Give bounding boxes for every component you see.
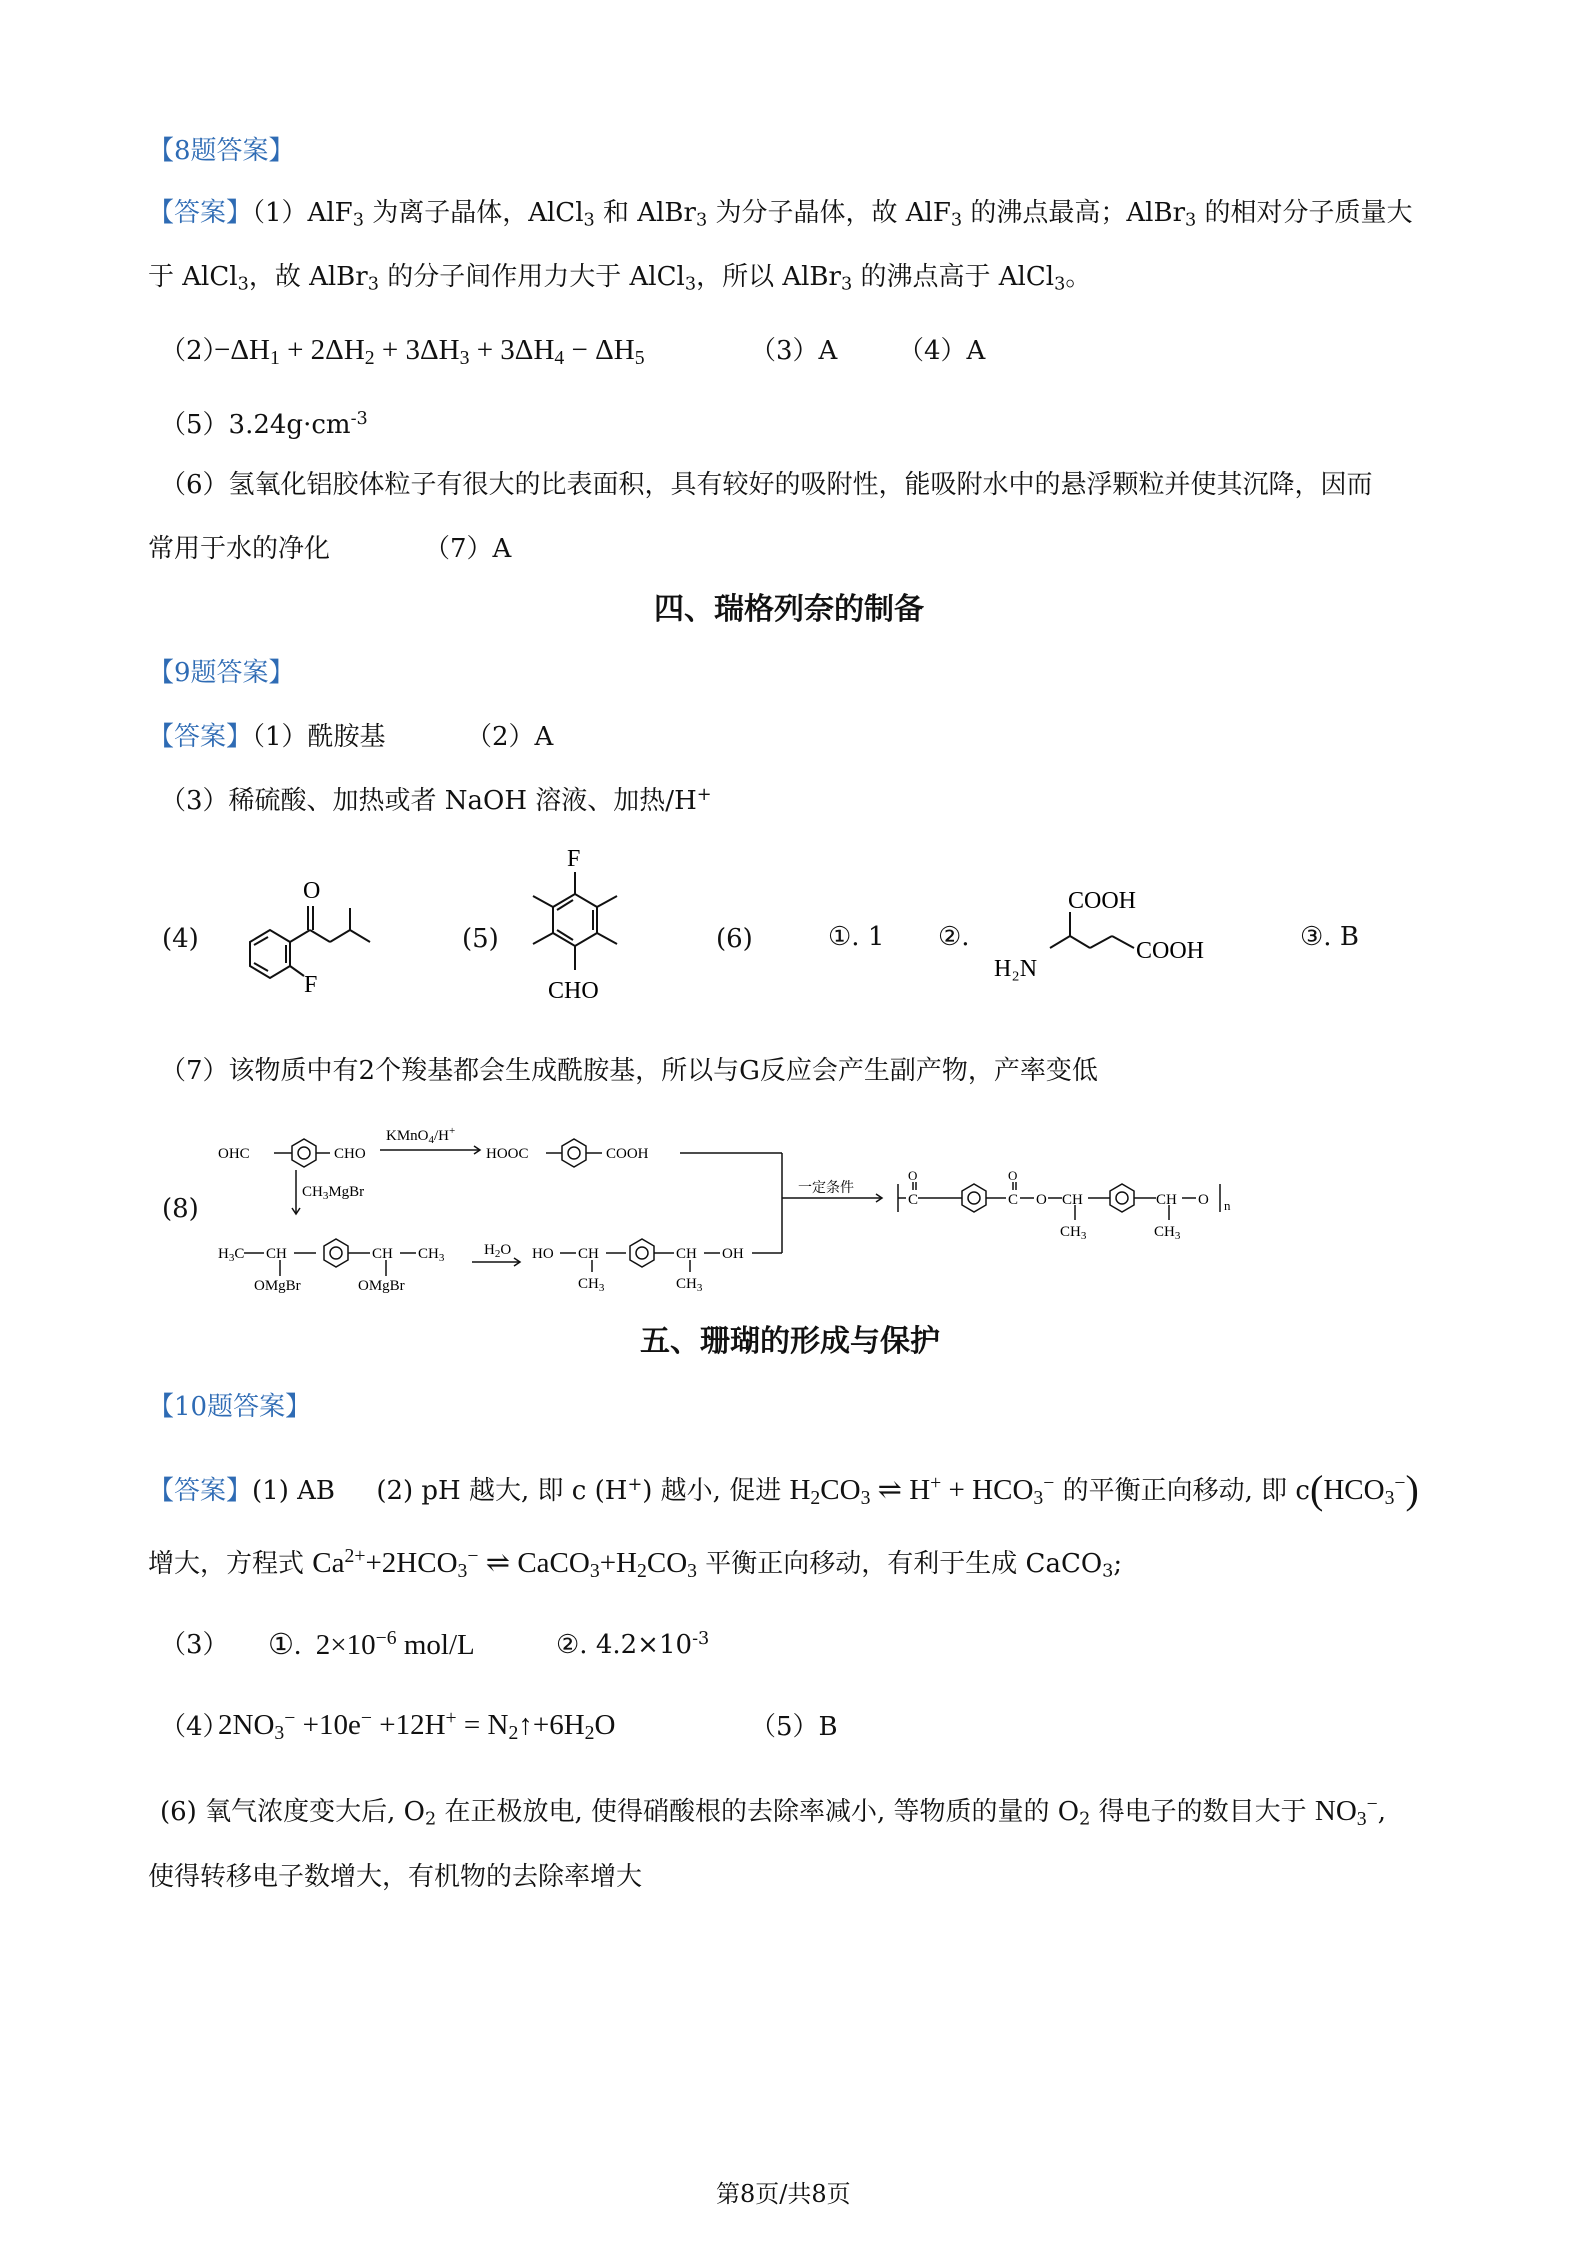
scheme-condition: 一定条件 bbox=[798, 1181, 854, 1196]
q10-p3-a: ①. $2\times 10^{-6}$ mol/L bbox=[268, 1627, 475, 1661]
svg-text:CH3: $CH_3$ bbox=[1154, 1224, 1181, 1242]
struct6-cooh-right: COOH bbox=[1136, 938, 1205, 964]
svg-text:CH3: $CH_3$ bbox=[418, 1246, 445, 1264]
scheme-poly-n: n bbox=[1224, 1198, 1231, 1213]
section5-title: 五、珊瑚的形成与保护 bbox=[640, 1324, 940, 1359]
q9-p8-label: (8) bbox=[162, 1194, 199, 1224]
q9-structure-6 bbox=[990, 878, 1260, 998]
svg-text:COOH: COOH bbox=[606, 1146, 649, 1162]
struct5-f: F bbox=[567, 846, 581, 872]
q10-p3-b: ②. $4.2\times 10^{-3}$ bbox=[556, 1629, 710, 1660]
svg-text:CH3: $CH_3$ bbox=[676, 1276, 703, 1294]
q10-p4-label: （4） bbox=[160, 1712, 229, 1742]
svg-text:OHC: OHC bbox=[218, 1146, 250, 1162]
q9-p6-b: ②. bbox=[938, 922, 970, 952]
struct4-f: F bbox=[304, 972, 318, 998]
q9-p1: （1）酰胺基 bbox=[252, 722, 386, 752]
q10-p6-line1: (6) 氧气浓度变大后, $O_2$ 在正极放电, 使得硝酸根的去除率减小, 等物质的量的 $O_2$ 得电子的数目大于 $NO_3^-$, bbox=[160, 1793, 1387, 1830]
scheme-ox-reagent: KMnO$_4$/H+ bbox=[386, 1125, 456, 1146]
q9-p7: （7）该物质中有2个羧基都会生成酰胺基，所以与G反应会产生副产物，产率变低 bbox=[160, 1056, 1098, 1086]
q10-p6-nitrate: $NO_3^-$ bbox=[1314, 1793, 1378, 1830]
q10-line2: 增大，方程式 $Ca^{2+}+2HCO_3^-$ ⇌ $CaCO_3+H_2CO_3$ 平衡正向移动，有利于生成 CaCO$_3$; bbox=[148, 1545, 1123, 1582]
struct5-cho: CHO bbox=[548, 978, 599, 1004]
svg-text:O: O bbox=[1198, 1192, 1209, 1208]
q9-line1 bbox=[148, 722, 386, 753]
scheme-int1-bot-l: OMgBr bbox=[254, 1278, 301, 1294]
q8-p6-line1: （6）氢氧化铝胶体粒子有很大的比表面积，具有较好的吸附性，能吸附水中的悬浮颗粒并使其沉降，因而 bbox=[160, 470, 1373, 500]
struct6-cooh-top: COOH bbox=[1068, 888, 1137, 914]
svg-text:CH: CH bbox=[676, 1246, 697, 1262]
q8-p2-equation: $-\Delta H_1 + 2\Delta H_2 + 3\Delta H_3 + 3\Delta H_4 - \Delta H_5$ bbox=[214, 334, 645, 369]
q10-line1: 【答案】(1) AB (2) pH 越大, 即 c (H+) 越小, 促进 $H_2CO_3$ ⇌ $H^+ + HCO_3^-$ 的平衡正向移动, 即 $c(HCO_3^-)$ bbox=[148, 1467, 1419, 1512]
q10-p5: （5）B bbox=[750, 1712, 838, 1742]
q9-p2: （2）A bbox=[466, 722, 554, 752]
q10-p1: (1) AB bbox=[252, 1476, 335, 1506]
svg-text:OH: OH bbox=[722, 1246, 744, 1262]
answer-tag: 【答案】 bbox=[148, 722, 253, 752]
q9-structure-5 bbox=[510, 842, 640, 1022]
q10-p6-line2: 使得转移电子数增大，有机物的去除率增大 bbox=[148, 1862, 643, 1892]
q10-p2-equation: $H_2CO_3$ ⇌ $H^+ + HCO_3^-$ bbox=[789, 1472, 1055, 1509]
q9-header: 【9题答案】 bbox=[148, 658, 295, 688]
scheme-int1-bot-r: OMgBr bbox=[358, 1278, 405, 1294]
answer-tag: 【答案】 bbox=[148, 1476, 253, 1506]
svg-text:C: C bbox=[908, 1192, 919, 1208]
q9-synthesis-scheme bbox=[210, 1118, 1270, 1298]
q8-header: 【8题答案】 bbox=[148, 136, 295, 166]
q9-p6-label: (6) bbox=[716, 924, 753, 954]
svg-text:CH3: $CH_3$ bbox=[578, 1276, 605, 1294]
svg-text:CHO: CHO bbox=[334, 1146, 366, 1162]
q8-answer-line2: 于 AlCl$_3$，故 AlBr$_3$ 的分子间作用力大于 AlCl$_3$，所以 AlBr$_3$ 的沸点高于 AlCl$_3$。 bbox=[148, 262, 1092, 295]
page-footer: 第8页/共8页 bbox=[716, 2180, 851, 2208]
svg-text:C: C bbox=[1008, 1192, 1019, 1208]
q8-p2-label: （2） bbox=[160, 336, 229, 366]
svg-text:HO: HO bbox=[532, 1246, 554, 1262]
svg-text:HOOC: HOOC bbox=[486, 1146, 529, 1162]
q10-p2-equation-2: $Ca^{2+}+2HCO_3^-$ ⇌ $CaCO_3+H_2CO_3$ bbox=[312, 1545, 698, 1582]
svg-text:CH: CH bbox=[1156, 1192, 1177, 1208]
q8-p6-line2: 常用于水的净化 bbox=[148, 534, 331, 564]
q10-header: 【10题答案】 bbox=[148, 1392, 312, 1422]
q9-p4-label: (4) bbox=[162, 924, 199, 954]
q9-structure-4 bbox=[210, 868, 400, 998]
answer-tag: 【答案】 bbox=[148, 198, 253, 228]
q8-p7: （7）A bbox=[424, 534, 512, 564]
struct4-o: O bbox=[303, 878, 321, 904]
scheme-grignard: $CH_3MgBr$ bbox=[302, 1184, 365, 1202]
q8-p5: $(5)3.24g\cdot cm^{-3}$ bbox=[160, 409, 368, 440]
q9-p5-label: (5) bbox=[462, 924, 499, 954]
section4-title: 四、瑞格列奈的制备 bbox=[654, 592, 924, 627]
q9-p6-c: ③. B bbox=[1300, 922, 1359, 952]
q10-p4-equation: $2NO_3^- +10e^- +12H^+$ = $N_2↑+6H_2O$ bbox=[218, 1707, 616, 1744]
q9-p6-a: ①. 1 bbox=[828, 922, 885, 952]
svg-text:CH: CH bbox=[372, 1246, 393, 1262]
svg-text:CH: CH bbox=[578, 1246, 599, 1262]
q8-p3: （3）A bbox=[750, 336, 838, 366]
svg-text:H3C: $H_3C$ bbox=[218, 1246, 245, 1264]
svg-text:CH: CH bbox=[1062, 1192, 1083, 1208]
svg-text:CH3: $CH_3$ bbox=[1060, 1224, 1087, 1242]
q10-p3-label: （3） bbox=[160, 1630, 229, 1660]
scheme-poly-o1: O bbox=[908, 1168, 918, 1183]
q9-p3: （3）稀硫酸、加热或者 NaOH 溶液、加热/H+ bbox=[160, 785, 712, 816]
svg-text:CH: CH bbox=[266, 1246, 287, 1262]
svg-text:O: O bbox=[1036, 1192, 1047, 1208]
q8-answer-line1: 【答案】（1）AlF$_3$ 为离子晶体，AlCl$_3$ 和 AlBr$_3$ 为分子晶体，故 AlF$_3$ 的沸点最高；AlBr$_3$ 的相对分子质量大 bbox=[148, 198, 1413, 231]
struct6-h2n: H₂N bbox=[994, 956, 1038, 982]
q8-p4: （4）A bbox=[898, 336, 986, 366]
scheme-poly-o2: O bbox=[1008, 1168, 1018, 1183]
scheme-hydrolysis: $H_2O$ bbox=[484, 1242, 512, 1260]
